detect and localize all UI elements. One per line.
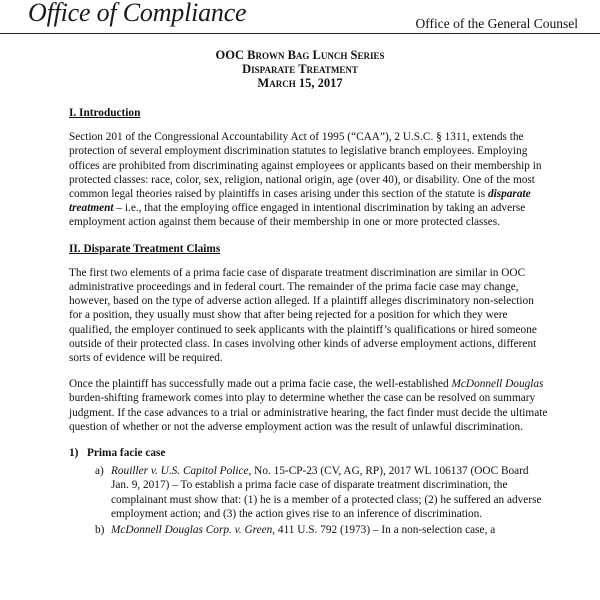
claims-paragraph-2: Once the plaintiff has successfully made out a prima facie case, the well-established McDonnell Douglas burden-shifting framework comes into play to determine whether the case can be resolved on summary judgment. If the case advances to a trial or administrative hearing, the fact finder must decide the ultimate question of whether or not the adverse employment action was the result of unlawful discrimination. (69, 378, 548, 433)
introduction-paragraph: Section 201 of the Congressional Accountability Act of 1995 (“CAA”), 2 U.S.C. § 1311, extends the protection of several employment discrimination statutes to legislative branch employees. Employing offices are prohibited from discriminating against employees or applicants based on their membership in protected classes: race, color, sex, religion, national origin, age (over 40), or disability. One of the most common legal theories raised by plaintiffs in cases arising under this section of the statute is disparate treatment – i.e., that the employing office engaged in intentional discrimination by taking an adverse employment action against them because of their membership in one or more protected classes. (69, 131, 542, 229)
page-header (0, 0, 600, 34)
case-name: McDonnell Douglas Corp. v. Green (111, 524, 273, 537)
disparate-treatment-term: disparate treatment (69, 188, 531, 215)
office-of-compliance-logo: Office of Compliance (28, 0, 247, 27)
header-rule (0, 33, 600, 34)
case-name: Rouiller v. U.S. Capitol Police (111, 465, 249, 478)
prima-facie-list (95, 464, 549, 537)
mcdonnell-douglas-term: McDonnell Douglas (451, 378, 544, 391)
document-title-block (0, 48, 600, 90)
document-body (69, 106, 549, 539)
introduction-heading: I. Introduction (69, 107, 141, 119)
claims-heading: II. Disparate Treatment Claims (69, 242, 221, 255)
prima-facie-heading: 1) Prima facie case (69, 447, 166, 460)
date-title: March 15, 2017 (257, 76, 343, 90)
list-item: b) McDonnell Douglas Corp. v. Green, 411 U.S. 792 (1973) – In a non-selection case, a (95, 524, 496, 537)
office-general-counsel-label: Office of the General Counsel (415, 16, 578, 31)
list-item: a) Rouiller v. U.S. Capitol Police, No. 15-CP-23 (CV, AG, RP), 2017 WL 106137 (OOC Board Jan. 9, 2017) – To establish a prima facie case of disparate treatment discrimination, the complainant must show that: (1) he is a member of a protected class; (2) he suffered an adverse employment action; and (3) the action gives rise to an inference of discrimination. (95, 465, 542, 520)
series-title: OOC Brown Bag Lunch Series (215, 48, 385, 62)
topic-title: Disparate Treatment (242, 62, 358, 76)
claims-paragraph-1: The first two elements of a prima facie case of disparate treatment discrimination are similar in OOC administrative proceedings and in federal court. The remainder of the prima facie case may change, however, based on the type of adverse action alleged. If a plaintiff alleges discriminatory non-selection for a position, they usually must show that after being rejected for a position for which they were qualified, the employer continued to seek applicants with the plaintiff’s qualifications or hired someone outside of their protected class. In cases involving other kinds of adverse employment actions, different sorts of evidence will be required. (69, 266, 537, 365)
